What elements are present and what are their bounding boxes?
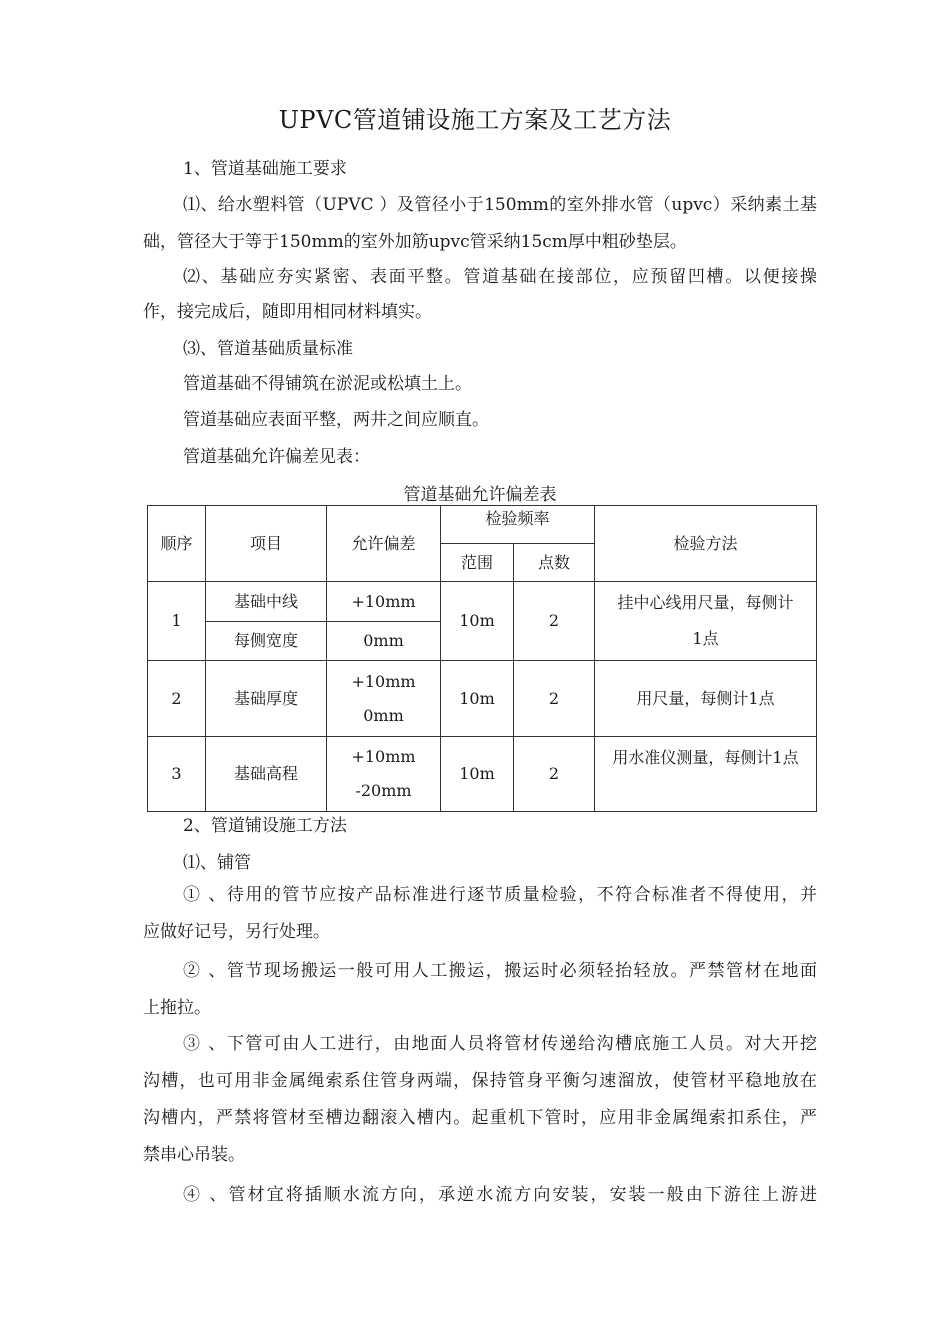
row-seq: 3 <box>148 737 206 812</box>
paragraph-line: ⑴、给水塑料管（UPVC ）及管径小于150mm的室外排水管（upvc）采纳素土基 <box>183 195 817 215</box>
subheading-laying: ⑴、铺管 <box>183 853 251 873</box>
subheading-quality: ⑶、管道基础质量标准 <box>183 339 353 359</box>
row-tolerance-upper: +10mm <box>351 671 416 691</box>
tolerance-table <box>147 505 817 812</box>
row-points: 2 <box>514 661 595 737</box>
row-item: 基础中线 <box>206 582 327 622</box>
row-points: 2 <box>514 737 595 812</box>
row-tolerance <box>327 661 441 737</box>
row-item: 每侧宽度 <box>206 622 327 661</box>
paragraph-line: ⑵、基础应夯实紧密、表面平整。管道基础在接部位，应预留凹槽。以便接操 <box>183 267 817 287</box>
header-tolerance: 允许偏差 <box>327 506 441 582</box>
row-item: 基础高程 <box>206 737 327 812</box>
paragraph-line: ① 、待用的管节应按产品标准进行逐节质量检验，不符合标准者不得使用，并 <box>183 885 817 905</box>
table-header-row <box>148 506 817 544</box>
row-method-line: 1点 <box>692 629 719 648</box>
header-frequency: 检验频率 <box>441 506 595 544</box>
row-range: 10m <box>441 661 514 737</box>
header-range: 范围 <box>441 544 514 582</box>
table-caption: 管道基础允许偏差表 <box>403 485 557 505</box>
paragraph-line: 础，管径大于等于150mm的室外加筋upvc管采纳15cm厚中粗砂垫层。 <box>143 232 687 252</box>
paragraph-line: ④ 、管材宜将插顺水流方向，承逆水流方向安装，安装一般由下游往上游进 <box>183 1185 817 1205</box>
row-range: 10m <box>441 737 514 812</box>
section-heading-2: 2、管道铺设施工方法 <box>183 816 347 836</box>
row-method: 用水准仪测量，每侧计1点 <box>595 737 817 812</box>
row-tolerance: 0mm <box>327 622 441 661</box>
row-method: 用尺量，每侧计1点 <box>595 661 817 737</box>
header-method: 检验方法 <box>595 506 817 582</box>
header-points: 点数 <box>514 544 595 582</box>
paragraph-line: 沟槽内，严禁将管材至槽边翻滚入槽内。起重机下管时，应用非金属绳索扣系住，严 <box>143 1108 817 1128</box>
row-method <box>595 582 817 661</box>
header-item: 项目 <box>206 506 327 582</box>
header-seq: 顺序 <box>148 506 206 582</box>
paragraph-line: 管道基础不得铺筑在淤泥或松填土上。 <box>183 374 472 394</box>
section-heading-1: 1、管道基础施工要求 <box>183 159 347 179</box>
paragraph-line: 上拖拉。 <box>143 998 211 1018</box>
paragraph-line: 管道基础允许偏差见表： <box>183 447 370 467</box>
row-tolerance-upper: +10mm <box>351 747 416 766</box>
paragraph-line: 禁串心吊装。 <box>143 1145 245 1165</box>
paragraph-line: 应做好记号，另行处理。 <box>143 922 330 942</box>
row-seq: 1 <box>148 582 206 661</box>
row-range: 10m <box>441 582 514 661</box>
paragraph-line: ③ 、下管可由人工进行，由地面人员将管材传递给沟槽底施工人员。对大开挖 <box>183 1034 817 1054</box>
row-tolerance-lower: 0mm <box>363 705 404 725</box>
paragraph-line: 管道基础应表面平整，两井之间应顺直。 <box>183 410 489 430</box>
table-row <box>148 582 817 622</box>
table-row <box>148 661 817 737</box>
row-method-line: 挂中心线用尺量，每侧计 <box>617 593 794 612</box>
paragraph-line: ② 、管节现场搬运一般可用人工搬运，搬运时必须轻抬轻放。严禁管材在地面 <box>183 961 817 981</box>
row-item: 基础厚度 <box>206 661 327 737</box>
row-tolerance: +10mm <box>327 582 441 622</box>
row-seq: 2 <box>148 661 206 737</box>
row-tolerance <box>327 737 441 812</box>
paragraph-line: 作，接完成后，随即用相同材料填实。 <box>143 302 432 322</box>
row-points: 2 <box>514 582 595 661</box>
document-title: UPVC管道铺设施工方案及工艺方法 <box>278 106 672 134</box>
row-tolerance-lower: -20mm <box>355 781 412 800</box>
table-row <box>148 737 817 812</box>
paragraph-line: 沟槽，也可用非金属绳索系住管身两端，保持管身平衡匀速溜放，使管材平稳地放在 <box>143 1071 817 1091</box>
